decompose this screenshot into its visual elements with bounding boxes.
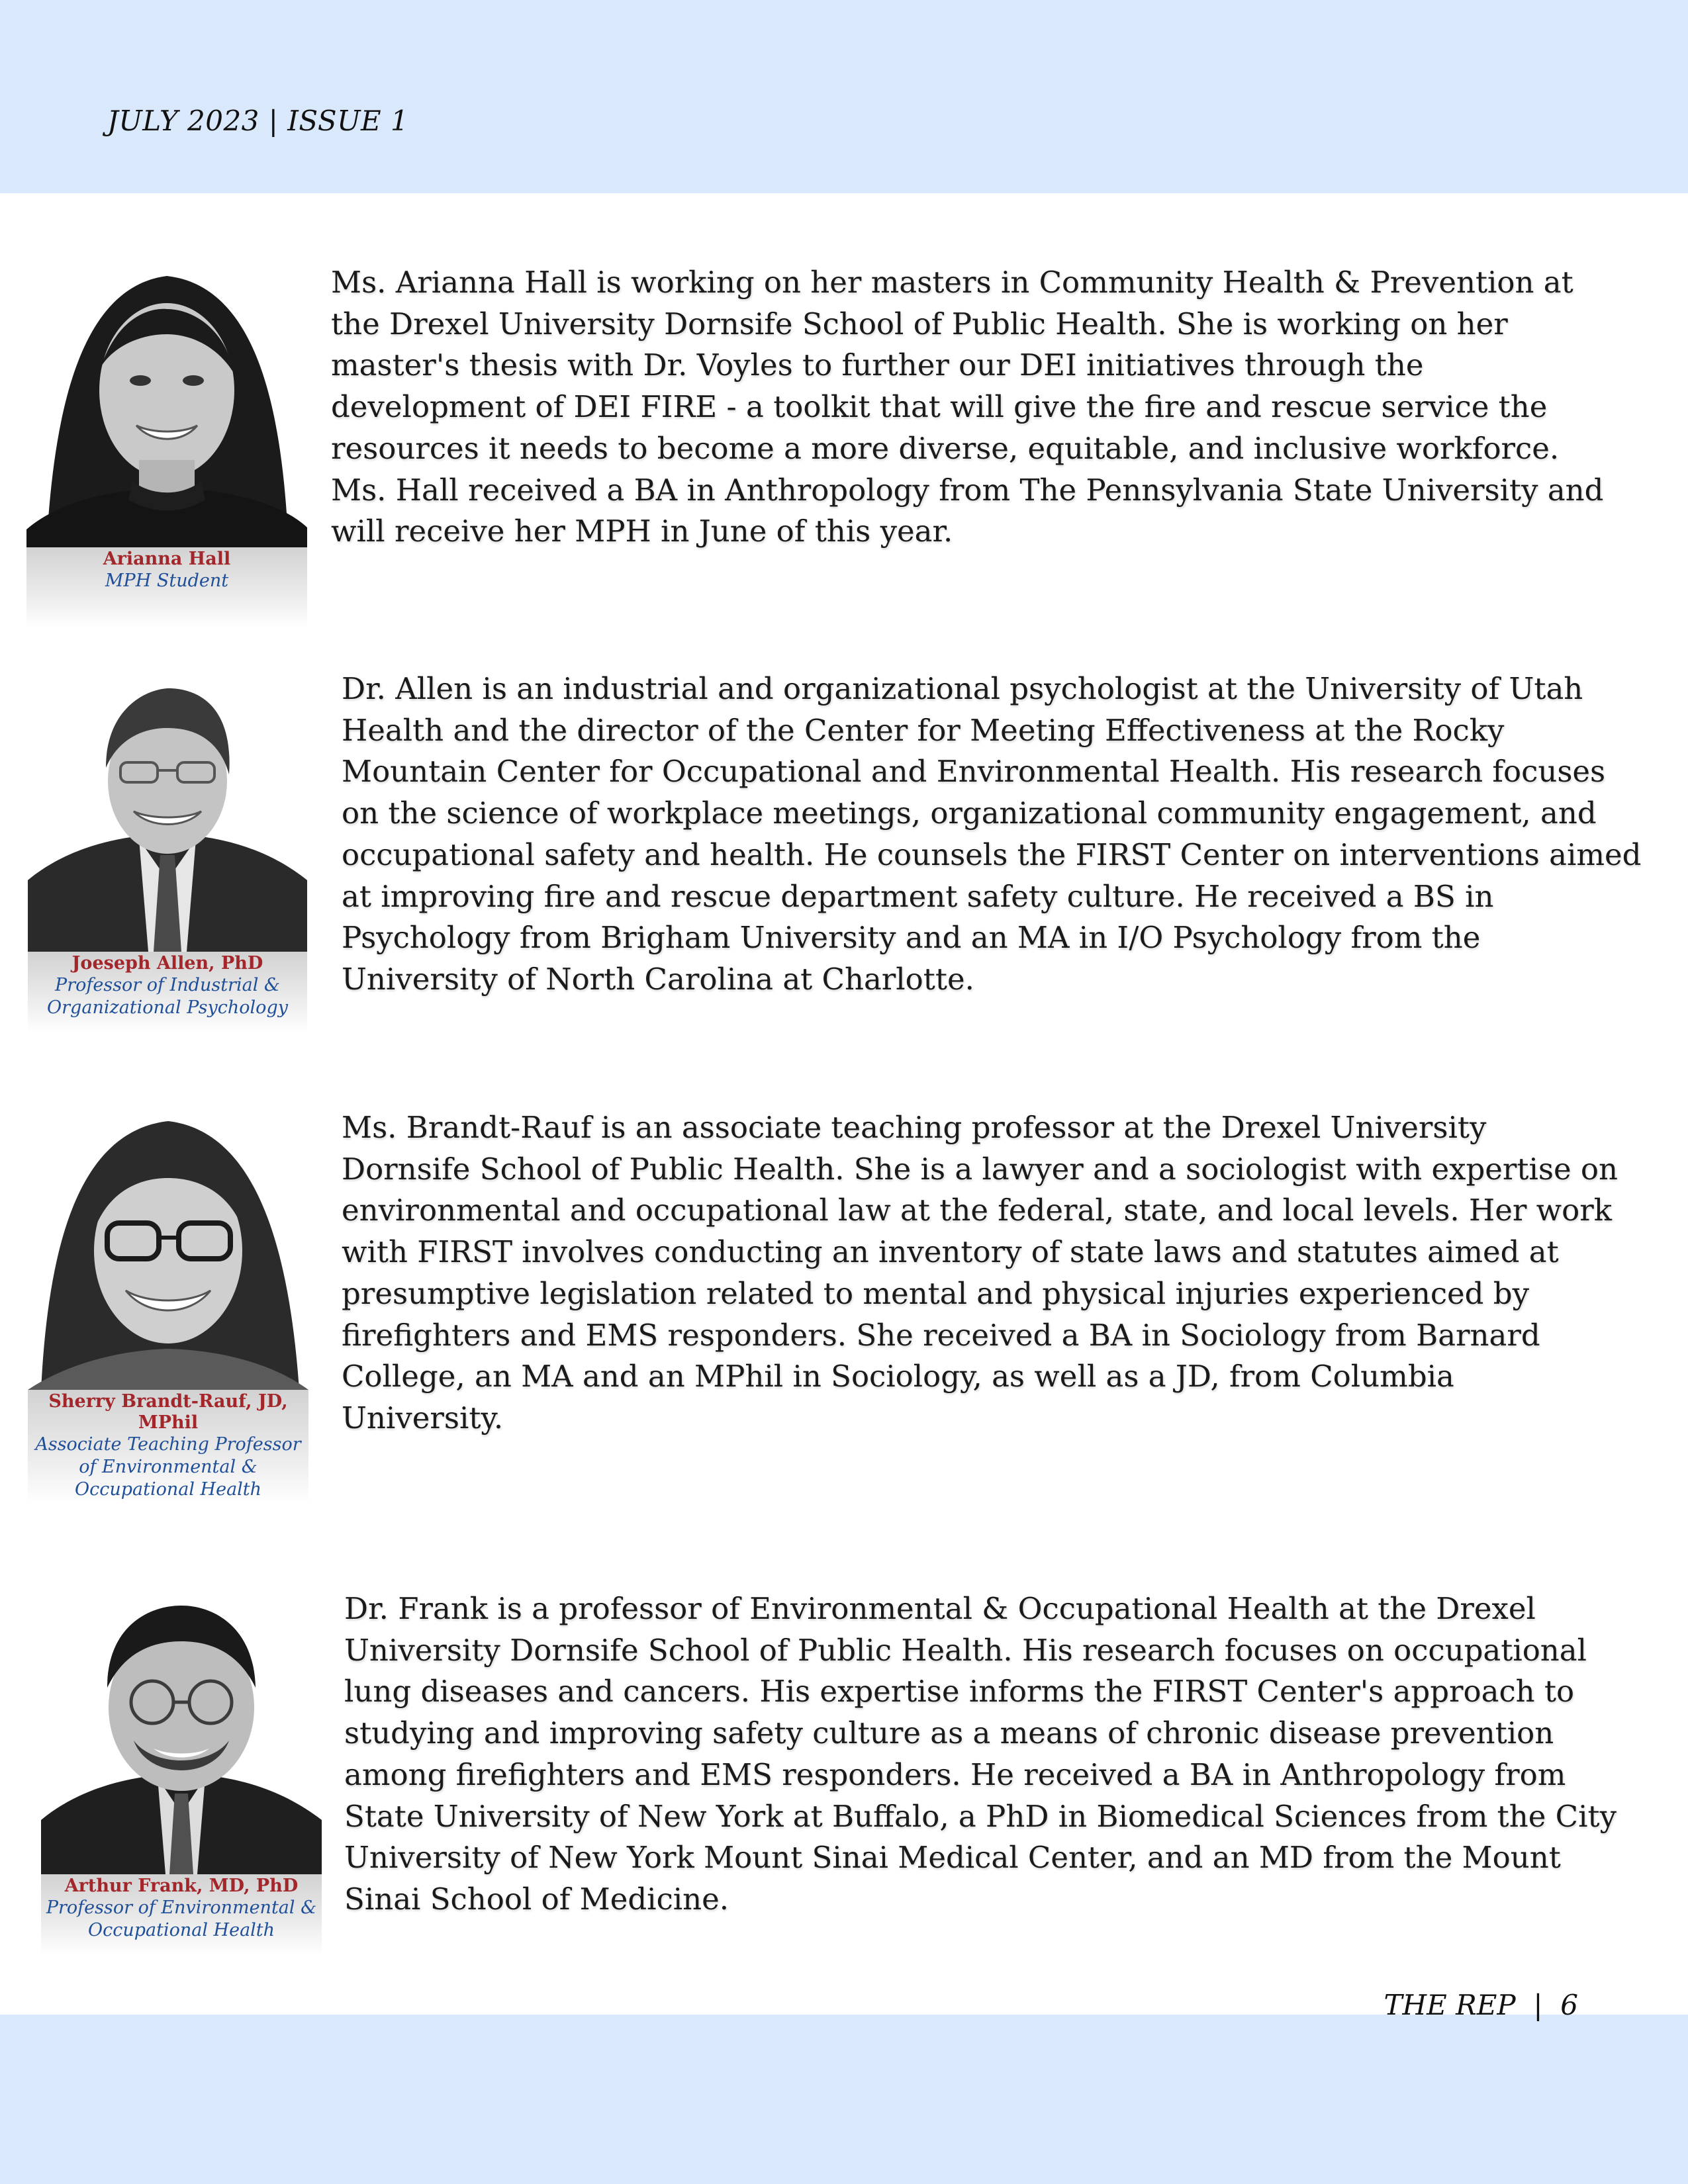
- header-band: [0, 0, 1688, 193]
- portrait-photo: [26, 268, 307, 547]
- portrait-photo: [28, 682, 307, 952]
- footer-label: [1384, 1989, 1579, 2021]
- publication-name: THE REP: [1383, 1989, 1516, 2021]
- person-bio: Ms. Arianna Hall is working on her masters in Community Health & Prevention at the Drexel University Dornsife School of Public Health. She is working on her master's thesis with Dr. Voyles to further our DEI initiatives through the development of DEI FIRE - a toolkit that will give the fire and rescue service the resources it needs to become a more diverse, equitable, and inclusive workforce. Ms. Hall received a BA in Anthropology from The Pennsylvania State University and will receive her MPH in June of this year.: [331, 265, 1604, 549]
- portrait-caption: [41, 1874, 322, 1955]
- issue-label: JULY 2023 | ISSUE 1: [107, 105, 409, 137]
- person-bio: Ms. Brandt-Rauf is an associate teaching professor at the Drexel University Dornsife School of Public Health. She is a lawyer and a sociologist with expertise on environmental and occupational law at the federal, state, and local levels. Her work with FIRST involves conducting an inventory of state laws and statutes aimed at presumptive legislation related to mental and physical injuries experienced by firefighters and EMS responders. She received a BA in Sociology from Barnard College, an MA and an MPhil in Sociology, as well as a JD, from Columbia University.: [342, 1110, 1618, 1435]
- person-name: Arthur Frank, MD, PhD: [64, 1876, 299, 1896]
- person-title: Professor of Environmental & Occupational Health: [46, 1897, 317, 1940]
- footer-separator: |: [1533, 1989, 1543, 2021]
- person-title: MPH Student: [105, 570, 229, 591]
- portrait-photo: [28, 1112, 308, 1390]
- portrait-caption: [28, 1390, 308, 1504]
- person-name: Sherry Brandt-Rauf, JD, MPhil: [48, 1391, 288, 1433]
- person-name: Joeseph Allen, PhD: [71, 953, 263, 974]
- person-bio: Dr. Frank is a professor of Environmental & Occupational Health at the Drexel University Dornsife School of Public Health. His research focuses on occupational lung diseases and cancers. His expertise informs the FIRST Center's approach to studying and improving safety culture as a means of chronic disease prevention among firefighters and EMS responders. He received a BA in Anthropology from State University of New York at Buffalo, a PhD in Biomedical Sciences from the City University of New York Mount Sinai Medical Center, and an MD from the Mount Sinai School of Medicine.: [344, 1591, 1617, 1917]
- portrait-caption: [26, 547, 307, 628]
- person-title: Associate Teaching Professor of Environmental & Occupational Health: [35, 1434, 301, 1500]
- person-name: Arianna Hall: [103, 549, 231, 569]
- portrait-photo: [41, 1602, 322, 1874]
- person-bio: Dr. Allen is an industrial and organizational psychologist at the University of Utah Health and the director of the Center for Meeting Effectiveness at the Rocky Mountain Center for Occupational and Environmental Health. His research focuses on the science of workplace meetings, organizational community engagement, and occupational safety and health. He counsels the FIRST Center on interventions aimed at improving fire and rescue department safety culture. He received a BS in Psychology from Brigham University and an MA in I/O Psychology from the University of North Carolina at Charlotte.: [342, 671, 1642, 997]
- portrait-caption: [28, 952, 307, 1032]
- page-number: 6: [1560, 1989, 1578, 2021]
- person-title: Professor of Industrial & Organizational Psychology: [47, 975, 288, 1018]
- footer-band: [0, 2015, 1688, 2184]
